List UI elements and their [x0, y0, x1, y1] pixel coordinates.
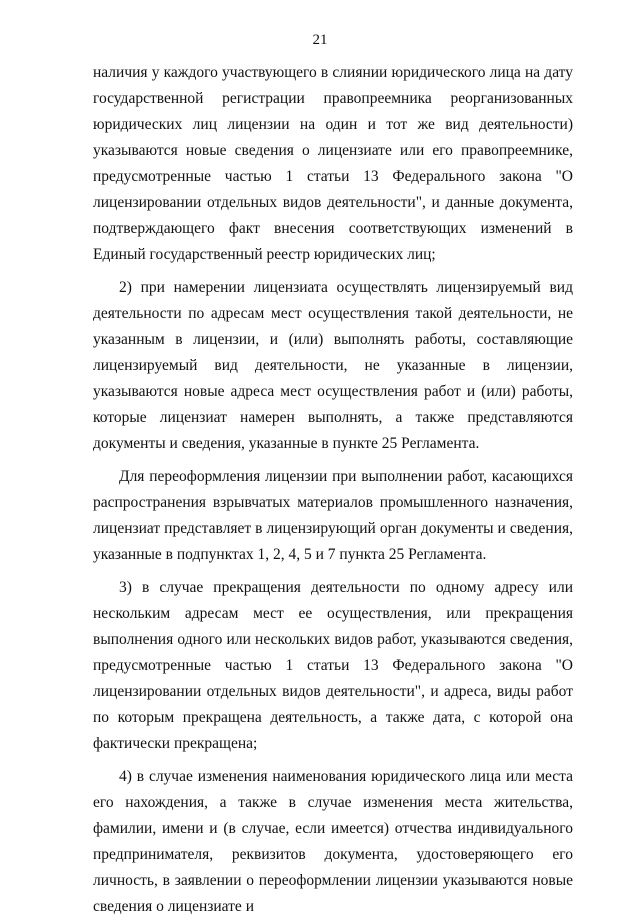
page-number: 21 [312, 32, 328, 48]
document-body [93, 60, 573, 920]
paragraph-item-2: 2) при намерении лицензиата осуществлять лицензируемый вид деятельности по адресам мест осуществления такой деятельности, не указанным в лицензии, и (или) выполнять работы, составляющие лицензируемый вид деятельности, не указанные в лицензии, указываются новые адреса мест осуществления работ и (или) работы, которые лицензиат намерен выполнять, а также представляются документы и сведения, указанные в пункте 25 Регламента. [93, 279, 573, 452]
paragraph-continuation: наличия у каждого участвующего в слиянии юридического лица на дату государственной регистрации правопреемника реорганизованных юридических лиц лицензии на один и тот же вид деятельности) указываются новые сведения о лицензиате или его правопреемнике, предусмотренные частью 1 статьи 13 Федерального закона "О лицензировании отдельных видов деятельности", и данные документа, подтверждающего факт внесения соответствующих изменений в Единый государственный реестр юридических лиц; [93, 64, 573, 263]
paragraph-explosives-reissue: Для переоформления лицензии при выполнении работ, касающихся распространения взрывчатых материалов промышленного назначения, лицензиат представляет в лицензирующий орган документы и сведения, указанные в подпунктах 1, 2, 4, 5 и 7 пункта 25 Регламента. [93, 468, 573, 563]
paragraph-item-4: 4) в случае изменения наименования юридического лица или места его нахождения, а также в случае изменения места жительства, фамилии, имени и (в случае, если имеется) отчества индивидуального предпринимателя, реквизитов документа, удостоверяющего его личность, в заявлении о переоформлении лицензии указываются новые сведения о лицензиате и [93, 768, 573, 915]
paragraph-item-3: 3) в случае прекращения деятельности по одному адресу или нескольким адресам мест ее осуществления, или прекращения выполнения одного или нескольких видов работ, указываются сведения, предусмотренные частью 1 статьи 13 Федерального закона "О лицензировании отдельных видов деятельности", и адреса, виды работ по которым прекращена деятельность, а также дата, с которой она фактически прекращена; [93, 579, 573, 752]
